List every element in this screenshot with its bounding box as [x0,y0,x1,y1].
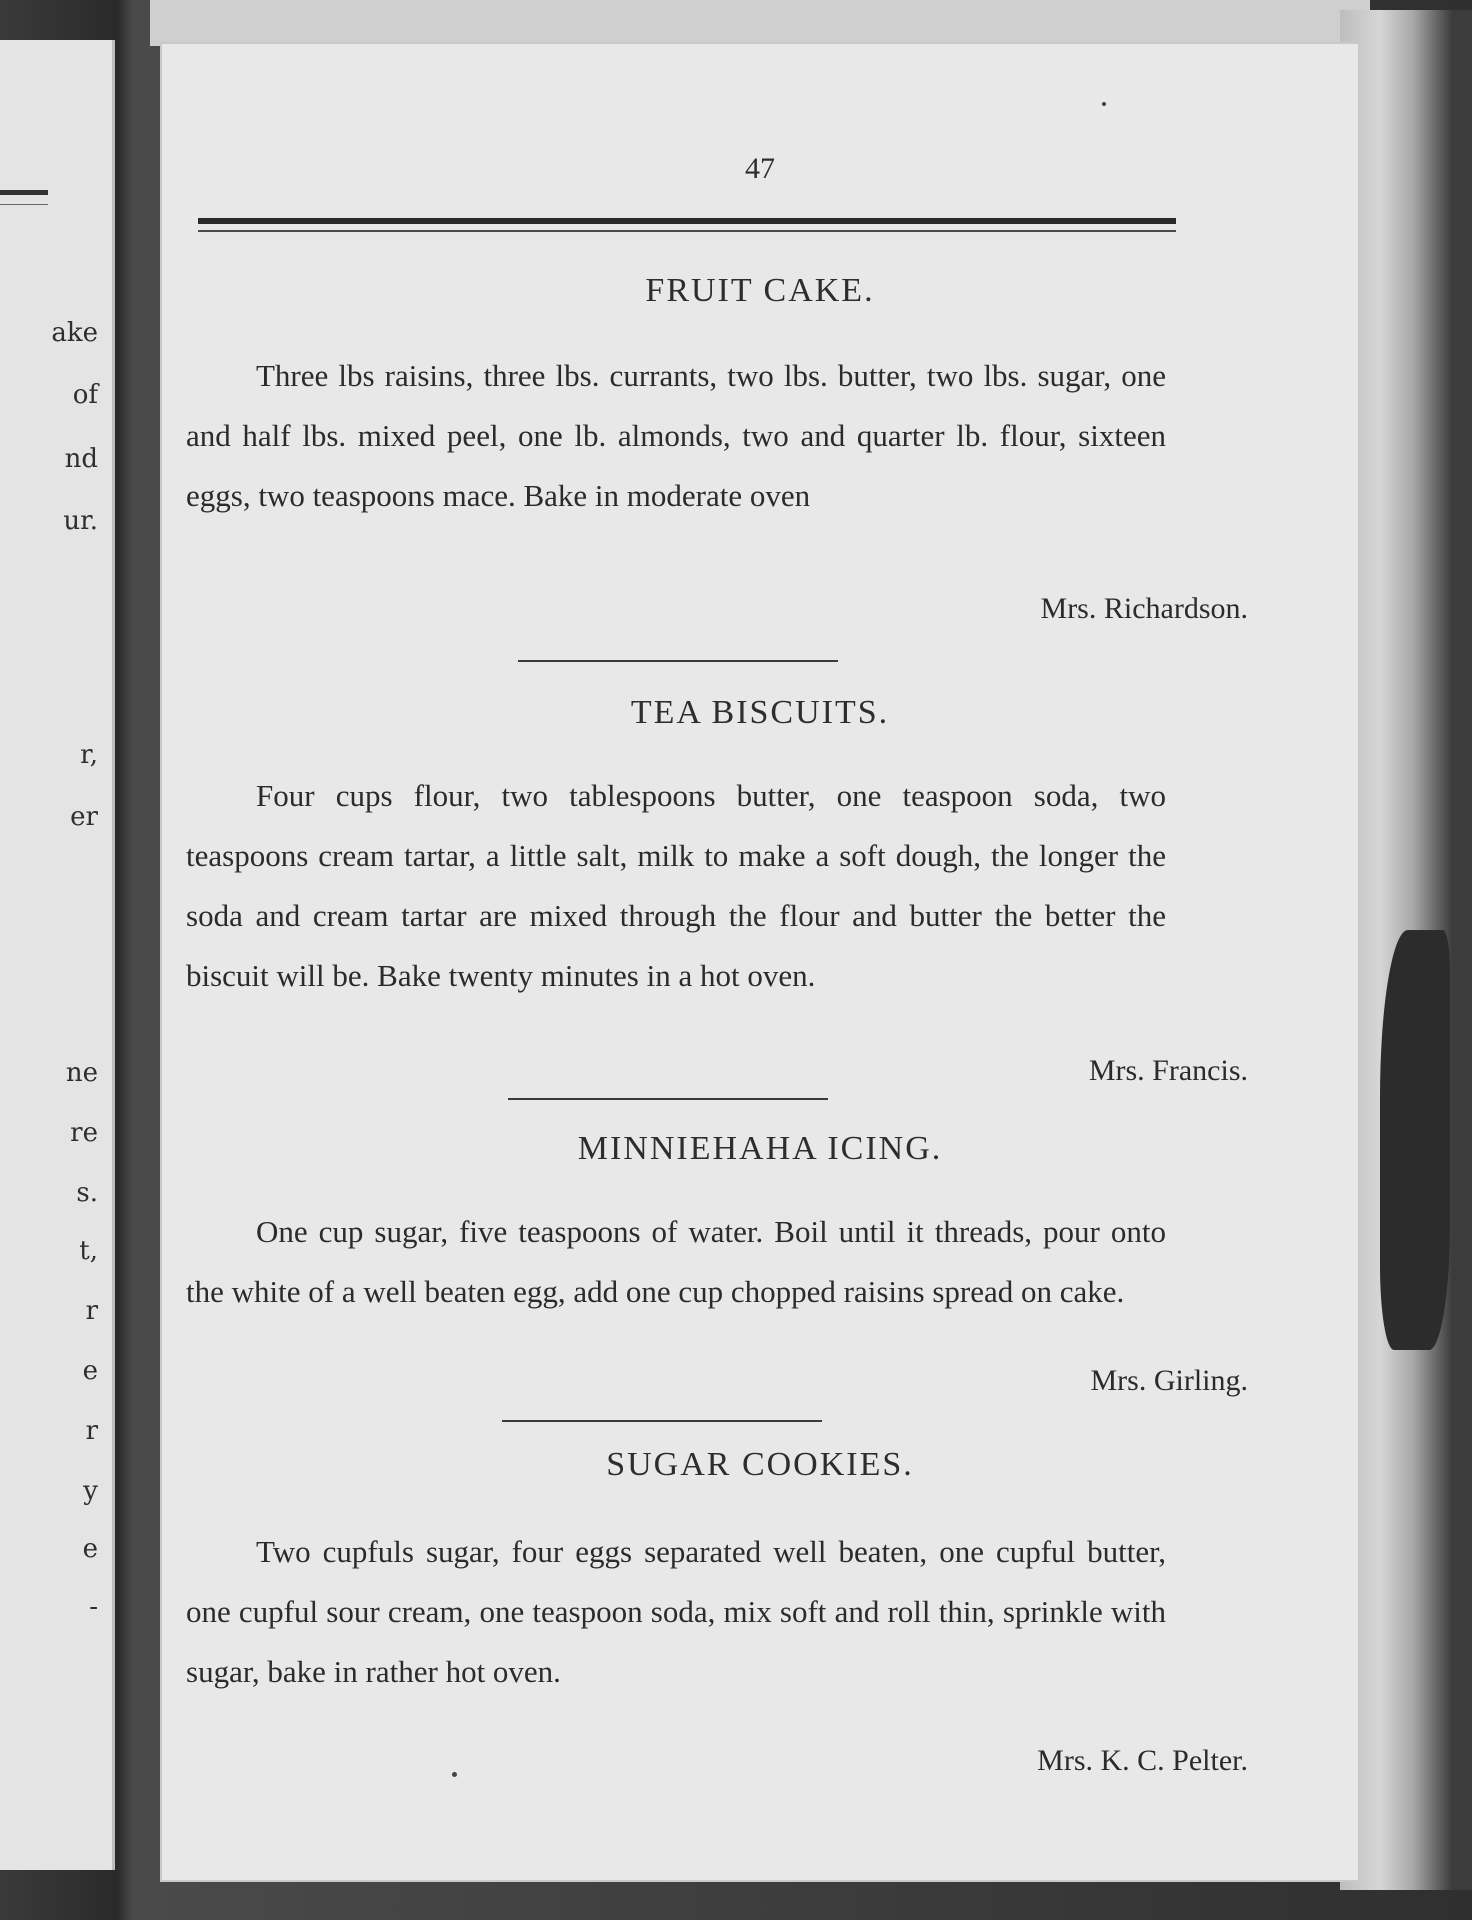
facing-page-text-fragment: t, [79,1236,98,1266]
recipe-divider [502,1420,822,1422]
facing-page-text-fragment: e [82,1356,98,1386]
facing-page-text-fragment: re [70,1118,98,1148]
recipe-title-minniehaha-icing: MINNIEHAHA ICING. [577,1130,943,1167]
header-rule-thin [198,230,1176,232]
recipe-author-sugar-cookies: Mrs. K. C. Pelter. [1037,1744,1248,1777]
recipe-author-tea-biscuits: Mrs. Francis. [1088,1054,1248,1087]
recipe-divider [508,1098,828,1100]
facing-page-text-fragment: r, [80,740,98,770]
facing-page-text-fragment: r [85,1416,98,1446]
facing-page-text-fragment: - [89,1592,98,1622]
recipe-body-minniehaha-icing: One cup sugar, five teaspoons of water. Boil until it threads, pour onto the white of a well beaten egg, add one cup chopped raisins spread on cake. [186,1214,1166,1309]
recipe-author-minniehaha-icing: Mrs. Girling. [1090,1364,1248,1397]
facing-page-text-fragment: ake [51,318,98,348]
header-rule [198,218,1176,224]
recipe-divider [518,660,838,662]
facing-page-header-rule [0,190,48,195]
page-tear [1380,930,1450,1350]
recipe-body-sugar-cookies: Two cupfuls sugar, four eggs separated well beaten, one cupful butter, one cupful sour cream, one teaspoon soda, mix soft and roll thin, sprinkle with sugar, bake in rather hot oven. [186,1534,1166,1689]
facing-page-text-fragment: ur. [63,506,98,536]
facing-page-text-fragment: nd [64,444,98,474]
facing-page-text-fragment: r [85,1296,98,1326]
recipe-title-fruit-cake: FRUIT CAKE. [645,272,875,309]
recipe-title-tea-biscuits: TEA BISCUITS. [630,694,890,731]
page-number: 47 [745,152,775,185]
facing-page-text-fragment: ne [65,1058,98,1088]
recipe-body-tea-biscuits: Four cups flour, two tablespoons butter, one teaspoon soda, two teaspoons cream tartar, a little salt, milk to make a soft dough, the longer the soda and cream tartar are mixed through the flour and butter the better the biscuit will be. Bake twenty minutes in a hot oven. [186,778,1166,993]
recipe-title-sugar-cookies: SUGAR COOKIES. [606,1446,914,1483]
facing-page-text-fragment: s. [76,1178,98,1208]
facing-page-text-fragment: e [82,1534,98,1564]
recipe-body-fruit-cake: Three lbs raisins, three lbs. currants, two lbs. butter, two lbs. sugar, one and half lbs. mixed peel, one lb. almonds, two and quarter lb. flour, sixteen eggs, two teaspoons mace. Bake in moderate oven [186,358,1166,513]
ink-speck [1102,102,1106,106]
facing-page-left [0,40,115,1870]
facing-page-header-rule-thin [0,204,48,205]
facing-page-text-fragment: of [72,380,98,410]
ink-speck [452,1772,457,1777]
page-top-edge [150,0,1370,46]
recipe-author-fruit-cake: Mrs. Richardson. [1040,592,1248,625]
facing-page-text-fragment: er [70,802,98,832]
book-page [160,42,1360,1882]
facing-page-text-fragment: y [83,1476,98,1506]
